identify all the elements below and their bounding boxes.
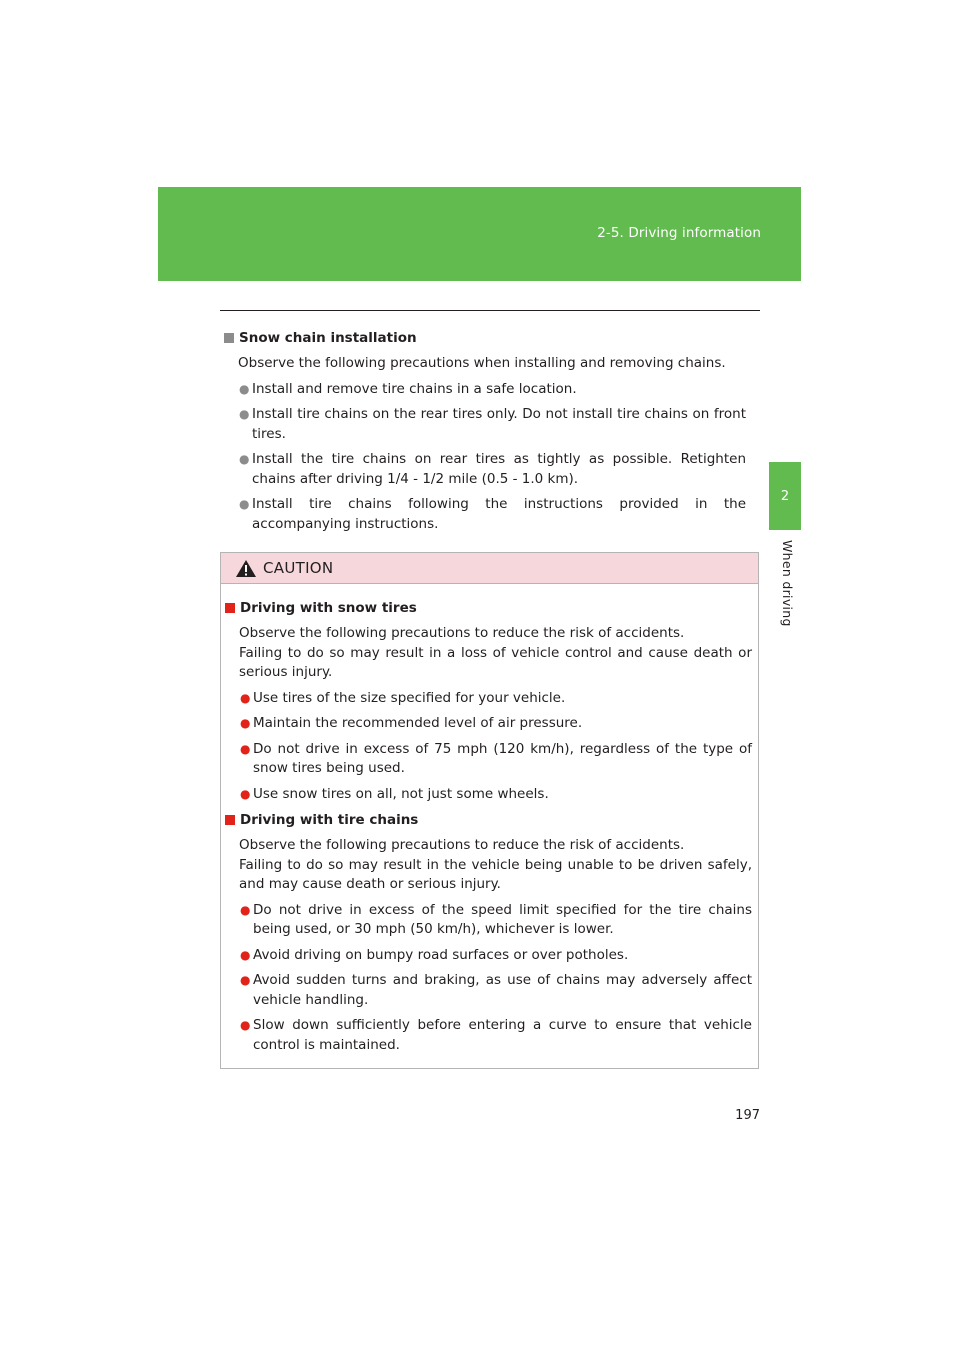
list-item-text: Do not drive in excess of the speed limit specified for the tire chains being used, or 30 mph (50 km/h), whichever is lower.: [253, 901, 752, 937]
list-item-text: Do not drive in excess of 75 mph (120 km/h), regardless of the type of snow tires being used.: [253, 740, 752, 776]
warning-triangle-icon: [235, 559, 257, 578]
caution-body: [221, 584, 758, 1055]
list-item: [224, 380, 746, 400]
section-heading-text: Snow chain installation: [239, 330, 417, 346]
caution-intro-2: Failing to do so may result in the vehicle being unable to be driven safely, and may cause death or serious injury.: [239, 856, 752, 892]
circle-bullet-icon: ●: [240, 1018, 251, 1032]
list-item: [224, 450, 746, 489]
caution-subheading-text: Driving with tire chains: [240, 812, 419, 828]
list-item-text: Slow down sufficiently before entering a curve to ensure that vehicle control is maintained.: [253, 1017, 752, 1053]
chapter-label: When driving: [780, 540, 795, 627]
circle-bullet-icon: ●: [240, 690, 251, 705]
circle-bullet-icon: ●: [240, 716, 251, 730]
caution-intro: Observe the following precautions to reduce the risk of accidents.: [239, 625, 685, 641]
section-intro: Observe the following precautions when installing and removing chains.: [238, 355, 726, 371]
caution-subheading-text: Driving with snow tires: [240, 600, 417, 616]
list-item-text: Install tire chains on the rear tires only. Do not install tire chains on front tires.: [252, 406, 746, 442]
circle-bullet-icon: ●: [240, 741, 251, 756]
list-item-text: Avoid sudden turns and braking, as use of chains may adversely affect vehicle handling.: [253, 972, 752, 1008]
snow-chain-section: [224, 328, 746, 534]
page-number: 197: [735, 1108, 760, 1123]
caution-intro: Observe the following precautions to reduce the risk of accidents.: [239, 837, 685, 853]
list-item: [225, 689, 752, 709]
section-bullet-list: [224, 380, 746, 535]
header-band: [158, 187, 801, 281]
list-item-text: Use tires of the size specified for your vehicle.: [253, 689, 566, 706]
caution-header: [221, 553, 758, 584]
circle-bullet-icon: ●: [239, 407, 250, 421]
chapter-number: 2: [780, 488, 790, 504]
caution-intro-2: Failing to do so may result in a loss of vehicle control and cause death or serious injury.: [239, 644, 752, 680]
list-item: [225, 714, 752, 734]
list-item: [225, 740, 752, 779]
square-bullet-icon: [225, 603, 235, 613]
caution-subheading-tire-chains: [225, 810, 752, 830]
chapter-tab: [769, 462, 801, 530]
circle-bullet-icon: ●: [239, 452, 250, 466]
caution-box: [220, 552, 759, 1069]
caution-bullet-list: [225, 689, 752, 805]
list-item: [224, 495, 746, 534]
circle-bullet-icon: ●: [240, 786, 251, 801]
list-item: [224, 405, 746, 444]
circle-bullet-icon: ●: [239, 497, 250, 511]
caution-subheading-snow-tires: [225, 598, 752, 618]
list-item: [225, 971, 752, 1010]
list-item-text: Install tire chains following the instructions provided in the accompanying instructions.: [252, 496, 746, 532]
list-item: [225, 1016, 752, 1055]
list-item: [225, 946, 752, 966]
circle-bullet-icon: ●: [240, 947, 251, 962]
list-item-text: Use snow tires on all, not just some wheels.: [253, 785, 549, 802]
caution-title: CAUTION: [263, 559, 334, 577]
list-item-text: Maintain the recommended level of air pressure.: [253, 715, 583, 731]
list-item-text: Avoid driving on bumpy road surfaces or over potholes.: [253, 946, 629, 963]
list-item-text: Install the tire chains on rear tires as tightly as possible. Retighten chains after driving 1/4 - 1/2 mile (0.5 - 1.0 km).: [252, 451, 746, 487]
square-bullet-icon: [224, 333, 234, 343]
circle-bullet-icon: ●: [239, 381, 250, 396]
caution-bullet-list: [225, 901, 752, 1056]
list-item: [225, 785, 752, 805]
divider-rule: [220, 310, 760, 311]
circle-bullet-icon: ●: [240, 902, 251, 917]
list-item: [225, 901, 752, 940]
section-title: 2-5. Driving information: [597, 225, 761, 241]
list-item-text: Install and remove tire chains in a safe location.: [252, 380, 577, 397]
section-heading: [224, 328, 746, 348]
square-bullet-icon: [225, 815, 235, 825]
circle-bullet-icon: ●: [240, 973, 251, 987]
